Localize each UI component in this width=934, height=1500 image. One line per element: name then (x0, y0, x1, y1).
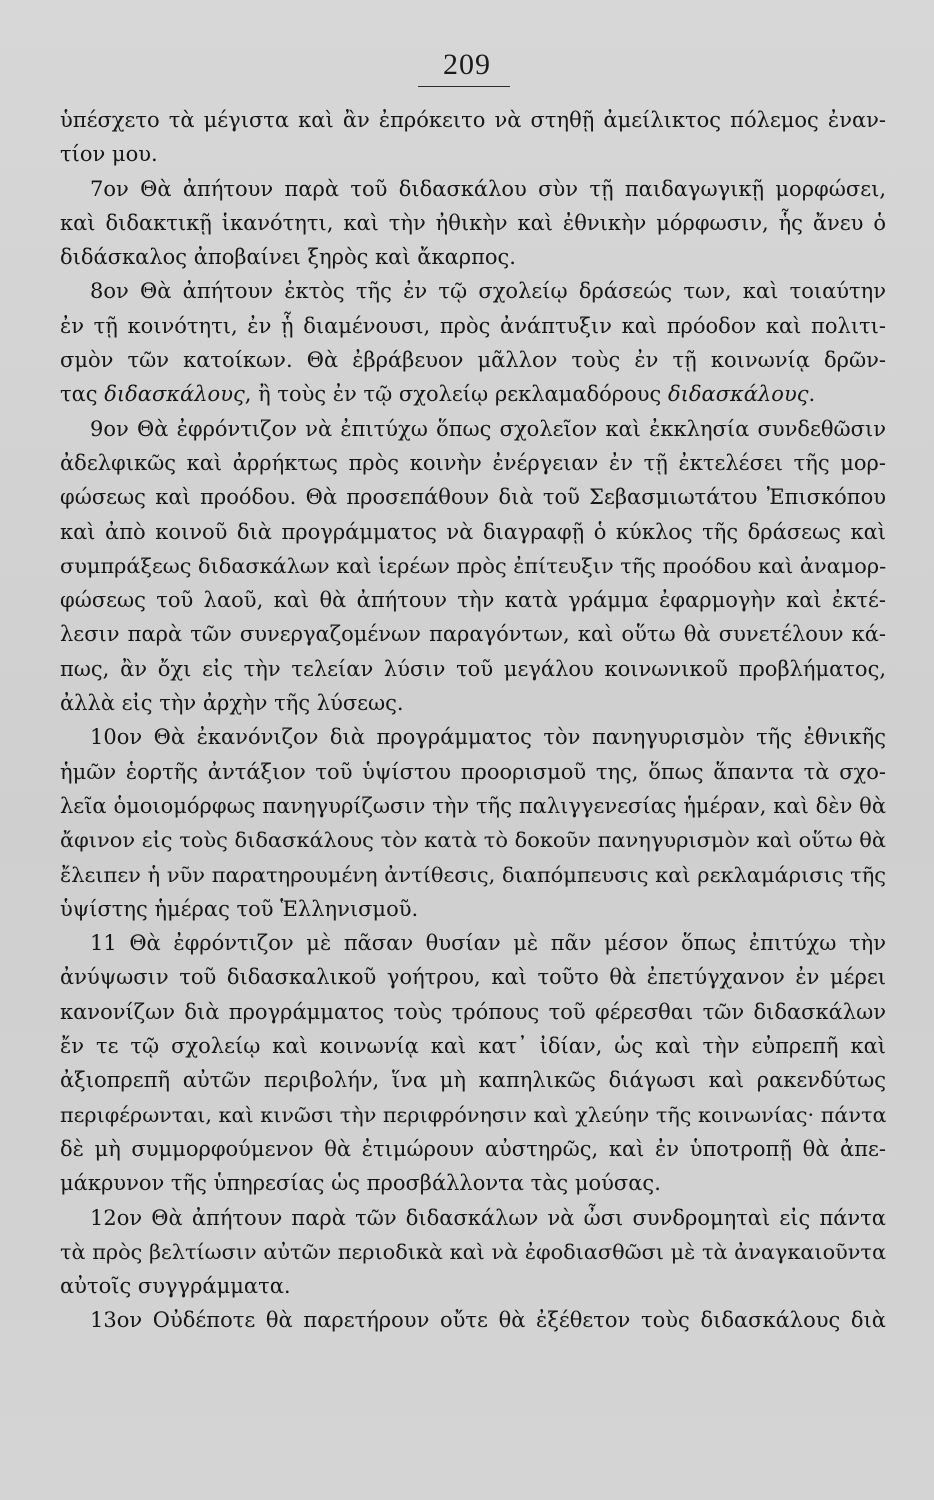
text-line: κανονίζων διὰ προγράμματος τοὺς τρόπους τοῦ φέρεσθαι τῶν διδασκάλων (60, 999, 886, 1024)
text-line: ὑπέσχετο τὰ μέγιστα καὶ ἂν ἐπρόκειτο νὰ στηθῇ ἀμείλικτος πόλεμος ἐναν- (60, 108, 886, 132)
text-line: λεσιν παρὰ τῶν συνεργαζομένων παραγόντων, καὶ οὕτω θὰ συνετέλουν κά- (60, 622, 886, 647)
text-line: συμπράξεως διδασκάλων καὶ ἱερέων πρὸς ἐπίτευξιν τῆς προόδου καὶ ἀναμορ- (60, 553, 887, 578)
text-line: ἀλλὰ εἰς τὴν ἀρχὴν τῆς λύσεως. (60, 691, 404, 716)
text-line: σμὸν τῶν κατοίκων. Θὰ ἐβράβευον μᾶλλον τοὺς ἐν τῇ κοινωνίᾳ δρῶν- (60, 348, 886, 373)
text-line: ἔλειπεν ἡ νῦν παρατηρουμένη ἀντίθεσις, διαπόμπευσις καὶ ρεκλαμάρισις τῆς (60, 862, 886, 887)
text-line: τας διδασκάλους, ἢ τοὺς ἐν τῷ σχολείῳ ρεκλαμαδόρους διδασκάλους. (60, 382, 816, 407)
page-number-rule (418, 86, 510, 87)
paragraph-9 (60, 412, 886, 721)
text-line: αὐτοῖς συγγράμματα. (60, 1274, 291, 1299)
text-line: λεῖα ὁμοιομόρφως πανηγυρίζωσιν τὴν τῆς παλιγγενεσίας ἡμέραν, καὶ δὲν θὰ (60, 793, 886, 818)
paragraph-12 (60, 1201, 886, 1304)
page-number: 209 (443, 48, 491, 81)
text-line: 13ον Οὐδέποτε θὰ παρετήρουν οὔτε θὰ ἐξέθετον τοὺς διδασκάλους διὰ (90, 1308, 886, 1333)
paragraph-7 (60, 172, 886, 275)
text-line: 7ον Θὰ ἀπήτουν παρὰ τοῦ διδασκάλου σὺν τῇ παιδαγωγικῇ μορφώσει, (90, 176, 886, 201)
text-line: ἀξιοπρεπῆ αὐτῶν περιβολήν, ἵνα μὴ καπηλικῶς διάγωσι καὶ ρακενδύτως (60, 1068, 886, 1093)
text-line: καὶ ἀπὸ κοινοῦ διὰ προγράμματος νὰ διαγραφῇ ὁ κύκλος τῆς δράσεως καὶ (60, 519, 886, 544)
text-line: περιφέρωνται, καὶ κινῶσι τὴν περιφρόνησιν καὶ χλεύην τῆς κοινωνίας· πάντα (60, 1102, 887, 1127)
body-text (60, 103, 886, 1338)
text-line: δὲ μὴ συμμορφούμενον θὰ ἐτιμώρουν αὐστηρῶς, καὶ ἐν ὑποτροπῇ θὰ ἀπε- (60, 1136, 886, 1161)
text-line: τὰ πρὸς βελτίωσιν αὐτῶν περιοδικὰ καὶ νὰ ἐφοδιασθῶσι μὲ τὰ ἀναγκαιοῦντα (60, 1239, 886, 1264)
text-line: ἀνύψωσιν τοῦ διδασκαλικοῦ γοήτρου, καὶ τοῦτο θὰ ἐπετύγχανον ἐν μέρει (60, 965, 886, 990)
paragraph-11 (60, 926, 886, 1200)
paragraph-10 (60, 720, 886, 926)
text-line: πως, ἂν ὄχι εἰς τὴν τελείαν λύσιν τοῦ μεγάλου κοινωνικοῦ προβλήματος, (60, 656, 886, 681)
paragraph-8 (60, 274, 886, 411)
text-line: ἡμῶν ἑορτῆς ἀντάξιον τοῦ ὑψίστου προορισμοῦ της, ὅπως ἅπαντα τὰ σχο- (60, 759, 886, 784)
paragraph-13 (60, 1303, 886, 1337)
text-line: φώσεως καὶ προόδου. Θὰ προσεπάθουν διὰ τοῦ Σεβασμιωτάτου Ἐπισκόπου (60, 485, 886, 510)
text-line: 12ον Θὰ ἀπήτουν παρὰ τῶν διδασκάλων νὰ ὦσι συνδρομηταὶ εἰς πάντα (90, 1205, 886, 1230)
text-line: ἀδελφικῶς καὶ ἀρρήκτως πρὸς κοινὴν ἐνέργειαν ἐν τῇ ἐκτελέσει τῆς μορ- (60, 450, 886, 475)
italic-word: διδασκάλους (668, 382, 809, 407)
text-line: ὑψίστης ἡμέρας τοῦ Ἑλληνισμοῦ. (60, 896, 419, 921)
text-line: 8ον Θὰ ἀπήτουν ἐκτὸς τῆς ἐν τῷ σχολείῳ δράσεώς των, καὶ τοιαύτην (90, 279, 886, 304)
text-line: καὶ διδακτικῇ ἱκανότητι, καὶ τὴν ἠθικὴν καὶ ἐθνικὴν μόρφωσιν, ἧς ἄνευ ὁ (60, 210, 886, 235)
text-line: ἐν τῇ κοινότητι, ἐν ᾗ διαμένουσι, πρὸς ἀνάπτυξιν καὶ πρόοδον καὶ πολιτι- (60, 313, 886, 338)
text-line: μάκρυνον τῆς ὑπηρεσίας ὡς προσβάλλοντα τὰς μούσας. (60, 1171, 661, 1196)
text-line: ἄφινον εἰς τοὺς διδασκάλους τὸν κατὰ τὸ δοκοῦν πανηγυρισμὸν καὶ οὕτω θὰ (60, 828, 886, 853)
text-line: 11 Θὰ ἐφρόντιζον μὲ πᾶσαν θυσίαν μὲ πᾶν μέσον ὅπως ἐπιτύχω τὴν (90, 931, 886, 956)
text-line: διδάσκαλος ἀποβαίνει ξηρὸς καὶ ἄκαρπος. (60, 245, 516, 270)
text-line: φώσεως τοῦ λαοῦ, καὶ θὰ ἀπήτουν τὴν κατὰ γράμμα ἐφαρμογὴν καὶ ἐκτέ- (60, 588, 886, 613)
italic-word: διδασκάλους (104, 382, 245, 407)
paragraph-continuation (60, 103, 886, 172)
text-line: τίον μου. (60, 142, 158, 167)
text-line: ἔν τε τῷ σχολείῳ καὶ κοινωνίᾳ καὶ κατ᾽ ἰδίαν, ὡς καὶ τὴν εὐπρεπῆ καὶ (60, 1034, 886, 1059)
text-line: 9ον Θὰ ἐφρόντιζον νὰ ἐπιτύχω ὅπως σχολεῖον καὶ ἐκκλησία συνδεθῶσιν (90, 416, 886, 441)
text-line: 10ον Θὰ ἐκανόνιζον διὰ προγράμματος τὸν πανηγυρισμὸν τῆς ἐθνικῆς (90, 725, 886, 750)
